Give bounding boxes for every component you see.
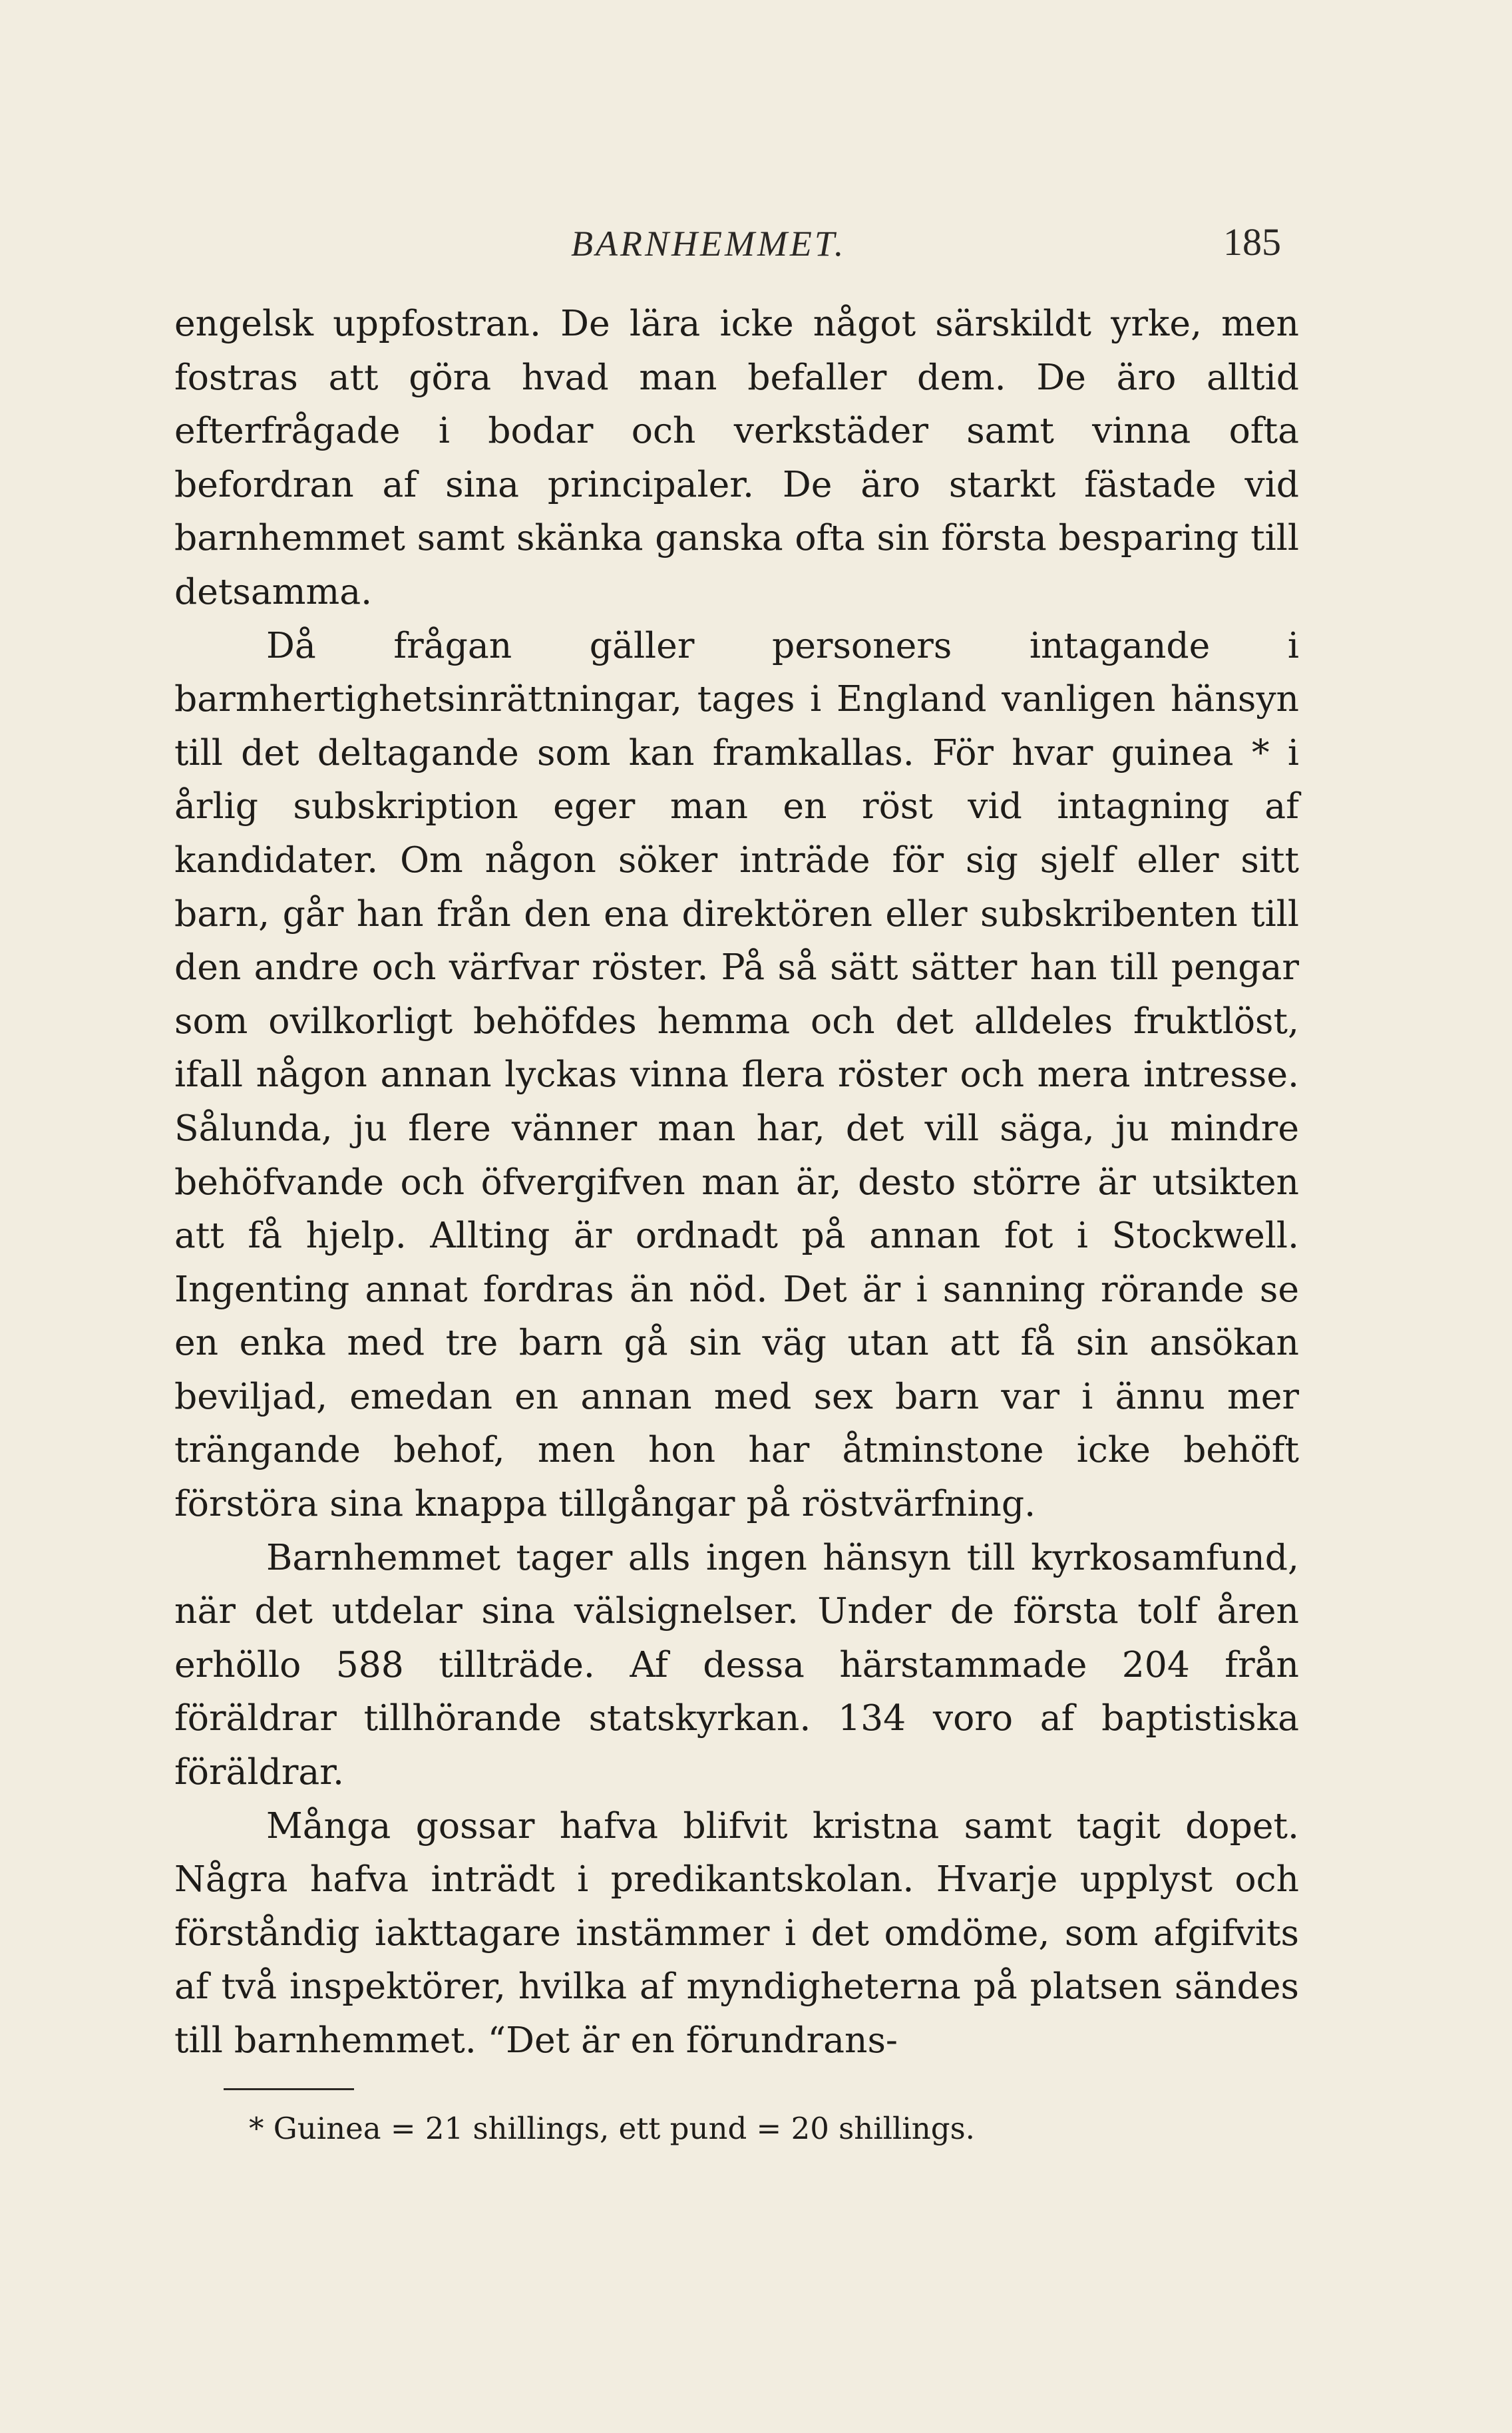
- paragraph-1: engelsk uppfostran. De lära icke något särskildt yrke, men fostras att göra hvad man befaller dem. De äro alltid efterfrågade i bodar och verkstäder samt vinna ofta befordran af sina principaler. De äro starkt fästade vid barnhemmet samt skänka ganska ofta sin första besparing till detsamma.: [174, 302, 1299, 612]
- footnote: * Guinea = 21 shillings, ett pund = 20 shillings.: [249, 2111, 975, 2146]
- paragraph-2: Då frågan gäller personers intagande i barmhertighetsinrättningar, tages i England vanligen hänsyn till det deltagande som kan framkallas. För hvar guinea * i årlig subskription eger man en röst vid intagning af kandidater. Om någon söker inträde för sig sjelf eller sitt barn, går han från den ena direktören eller subskribenten till den andre och värfvar röster. På så sätt sätter han till pengar som ovilkorligt behöfdes hemma och det alldeles fruktlöst, ifall någon annan lyckas vinna flera röster och mera intresse. Sålunda, ju flere vänner man har, det vill säga, ju mindre behöfvande och öfvergifven man är, desto större är utsikten att få hjelp. Allting är ordnadt på annan fot i Stockwell. Ingenting annat fordras än nöd. Det är i sanning rörande se en enka med tre barn gå sin väg utan att få sin ansökan beviljad, emedan en annan med sex barn var i ännu mer trängande behof, men hon har åtminstone icke behöft förstöra sina knappa tillgångar på röstvärfning.: [174, 624, 1299, 1525]
- footnote-rule: [224, 2088, 354, 2090]
- running-head: BARNHEMMET.: [571, 224, 847, 264]
- body-text: [174, 297, 1299, 2068]
- paragraph-4: Många gossar hafva blifvit kristna samt tagit dopet. Några hafva inträdt i predikantskolan. Hvarje upplyst och förståndig iakttagare instämmer i det omdöme, som afgifvits af två inspektörer, hvilka af myndigheterna på platsen sändes till barnhemmet. “Det är en förundrans-: [174, 1804, 1299, 2061]
- page-number: 185: [1223, 220, 1281, 264]
- paragraph-3: Barnhemmet tager alls ingen hänsyn till kyrkosamfund, när det utdelar sina välsignelser. Under de första tolf åren erhöllo 588 tillträde. Af dessa härstammade 204 från föräldrar tillhörande statskyrkan. 134 voro af baptistiska föräldrar.: [174, 1536, 1299, 1793]
